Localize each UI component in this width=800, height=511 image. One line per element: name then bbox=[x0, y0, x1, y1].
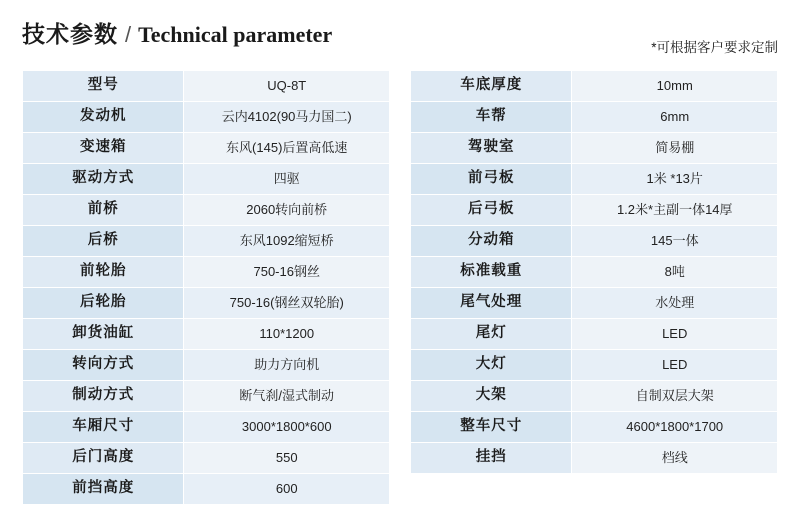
param-key: 标准载重 bbox=[411, 257, 572, 288]
table-row bbox=[23, 350, 390, 381]
param-key: 挂挡 bbox=[411, 443, 572, 474]
page-title-cn: 技术参数 bbox=[22, 21, 118, 47]
table-row bbox=[411, 195, 778, 226]
param-value: 助力方向机 bbox=[184, 350, 390, 381]
param-value: 东风1092缩短桥 bbox=[184, 226, 390, 257]
param-key: 后桥 bbox=[23, 226, 184, 257]
param-value: 断气刹/湿式制动 bbox=[184, 381, 390, 412]
param-value: 自制双层大架 bbox=[572, 381, 778, 412]
right-parameter-table bbox=[410, 70, 778, 505]
param-value: LED bbox=[572, 319, 778, 350]
table-row bbox=[411, 71, 778, 102]
param-value: 4600*1800*1700 bbox=[572, 412, 778, 443]
param-key: 车厢尺寸 bbox=[23, 412, 184, 443]
param-value: 3000*1800*600 bbox=[184, 412, 390, 443]
table-row bbox=[23, 164, 390, 195]
param-key: 制动方式 bbox=[23, 381, 184, 412]
param-key: 卸货油缸 bbox=[23, 319, 184, 350]
param-key bbox=[411, 474, 572, 505]
param-value: 750-16钢丝 bbox=[184, 257, 390, 288]
table-row bbox=[23, 412, 390, 443]
param-value: 8吨 bbox=[572, 257, 778, 288]
param-key: 后轮胎 bbox=[23, 288, 184, 319]
table-row bbox=[23, 474, 390, 505]
param-value: 10mm bbox=[572, 71, 778, 102]
table-row bbox=[23, 133, 390, 164]
param-key: 分动箱 bbox=[411, 226, 572, 257]
table-row bbox=[411, 412, 778, 443]
param-key: 后弓板 bbox=[411, 195, 572, 226]
table-row bbox=[23, 71, 390, 102]
table-row bbox=[411, 319, 778, 350]
param-key: 驱动方式 bbox=[23, 164, 184, 195]
param-value: 云内4102(90马力国二) bbox=[184, 102, 390, 133]
table-row-empty bbox=[411, 474, 778, 505]
table-row bbox=[23, 319, 390, 350]
param-value: 水处理 bbox=[572, 288, 778, 319]
param-key: 后门高度 bbox=[23, 443, 184, 474]
table-row bbox=[411, 257, 778, 288]
table-row bbox=[411, 133, 778, 164]
left-parameter-table bbox=[22, 70, 390, 505]
param-key: 变速箱 bbox=[23, 133, 184, 164]
param-value: 110*1200 bbox=[184, 319, 390, 350]
title-separator: / bbox=[125, 22, 132, 47]
param-key: 前轮胎 bbox=[23, 257, 184, 288]
page-title-en: Technical parameter bbox=[138, 22, 333, 47]
param-key: 尾气处理 bbox=[411, 288, 572, 319]
param-key: 大灯 bbox=[411, 350, 572, 381]
param-key: 车底厚度 bbox=[411, 71, 572, 102]
param-value: 简易棚 bbox=[572, 133, 778, 164]
param-key: 前弓板 bbox=[411, 164, 572, 195]
param-key: 大架 bbox=[411, 381, 572, 412]
param-key: 驾驶室 bbox=[411, 133, 572, 164]
param-key: 车帮 bbox=[411, 102, 572, 133]
table-row bbox=[23, 226, 390, 257]
param-key: 转向方式 bbox=[23, 350, 184, 381]
param-key: 型号 bbox=[23, 71, 184, 102]
param-value: 6mm bbox=[572, 102, 778, 133]
table-row bbox=[23, 288, 390, 319]
param-value: 145一体 bbox=[572, 226, 778, 257]
param-value: LED bbox=[572, 350, 778, 381]
param-value: 1.2米*主副一体14厚 bbox=[572, 195, 778, 226]
table-row bbox=[411, 102, 778, 133]
table-row bbox=[411, 443, 778, 474]
parameter-tables bbox=[22, 70, 778, 505]
param-value: UQ-8T bbox=[184, 71, 390, 102]
table-row bbox=[23, 102, 390, 133]
table-row bbox=[411, 350, 778, 381]
param-value: 四驱 bbox=[184, 164, 390, 195]
param-key: 整车尺寸 bbox=[411, 412, 572, 443]
param-value: 档线 bbox=[572, 443, 778, 474]
param-value: 1米 *13片 bbox=[572, 164, 778, 195]
param-value: 550 bbox=[184, 443, 390, 474]
table-row bbox=[23, 195, 390, 226]
customization-note: *可根据客户要求定制 bbox=[651, 40, 778, 55]
param-key: 尾灯 bbox=[411, 319, 572, 350]
param-value: 600 bbox=[184, 474, 390, 505]
param-key: 前挡高度 bbox=[23, 474, 184, 505]
table-row bbox=[23, 443, 390, 474]
page-header bbox=[22, 0, 778, 58]
param-value: 2060转向前桥 bbox=[184, 195, 390, 226]
param-key: 发动机 bbox=[23, 102, 184, 133]
param-key: 前桥 bbox=[23, 195, 184, 226]
table-row bbox=[411, 164, 778, 195]
table-row bbox=[411, 226, 778, 257]
table-row bbox=[411, 288, 778, 319]
param-value bbox=[572, 474, 778, 505]
table-row bbox=[23, 381, 390, 412]
param-value: 750-16(钢丝双轮胎) bbox=[184, 288, 390, 319]
table-row bbox=[411, 381, 778, 412]
param-value: 东风(145)后置高低速 bbox=[184, 133, 390, 164]
table-row bbox=[23, 257, 390, 288]
